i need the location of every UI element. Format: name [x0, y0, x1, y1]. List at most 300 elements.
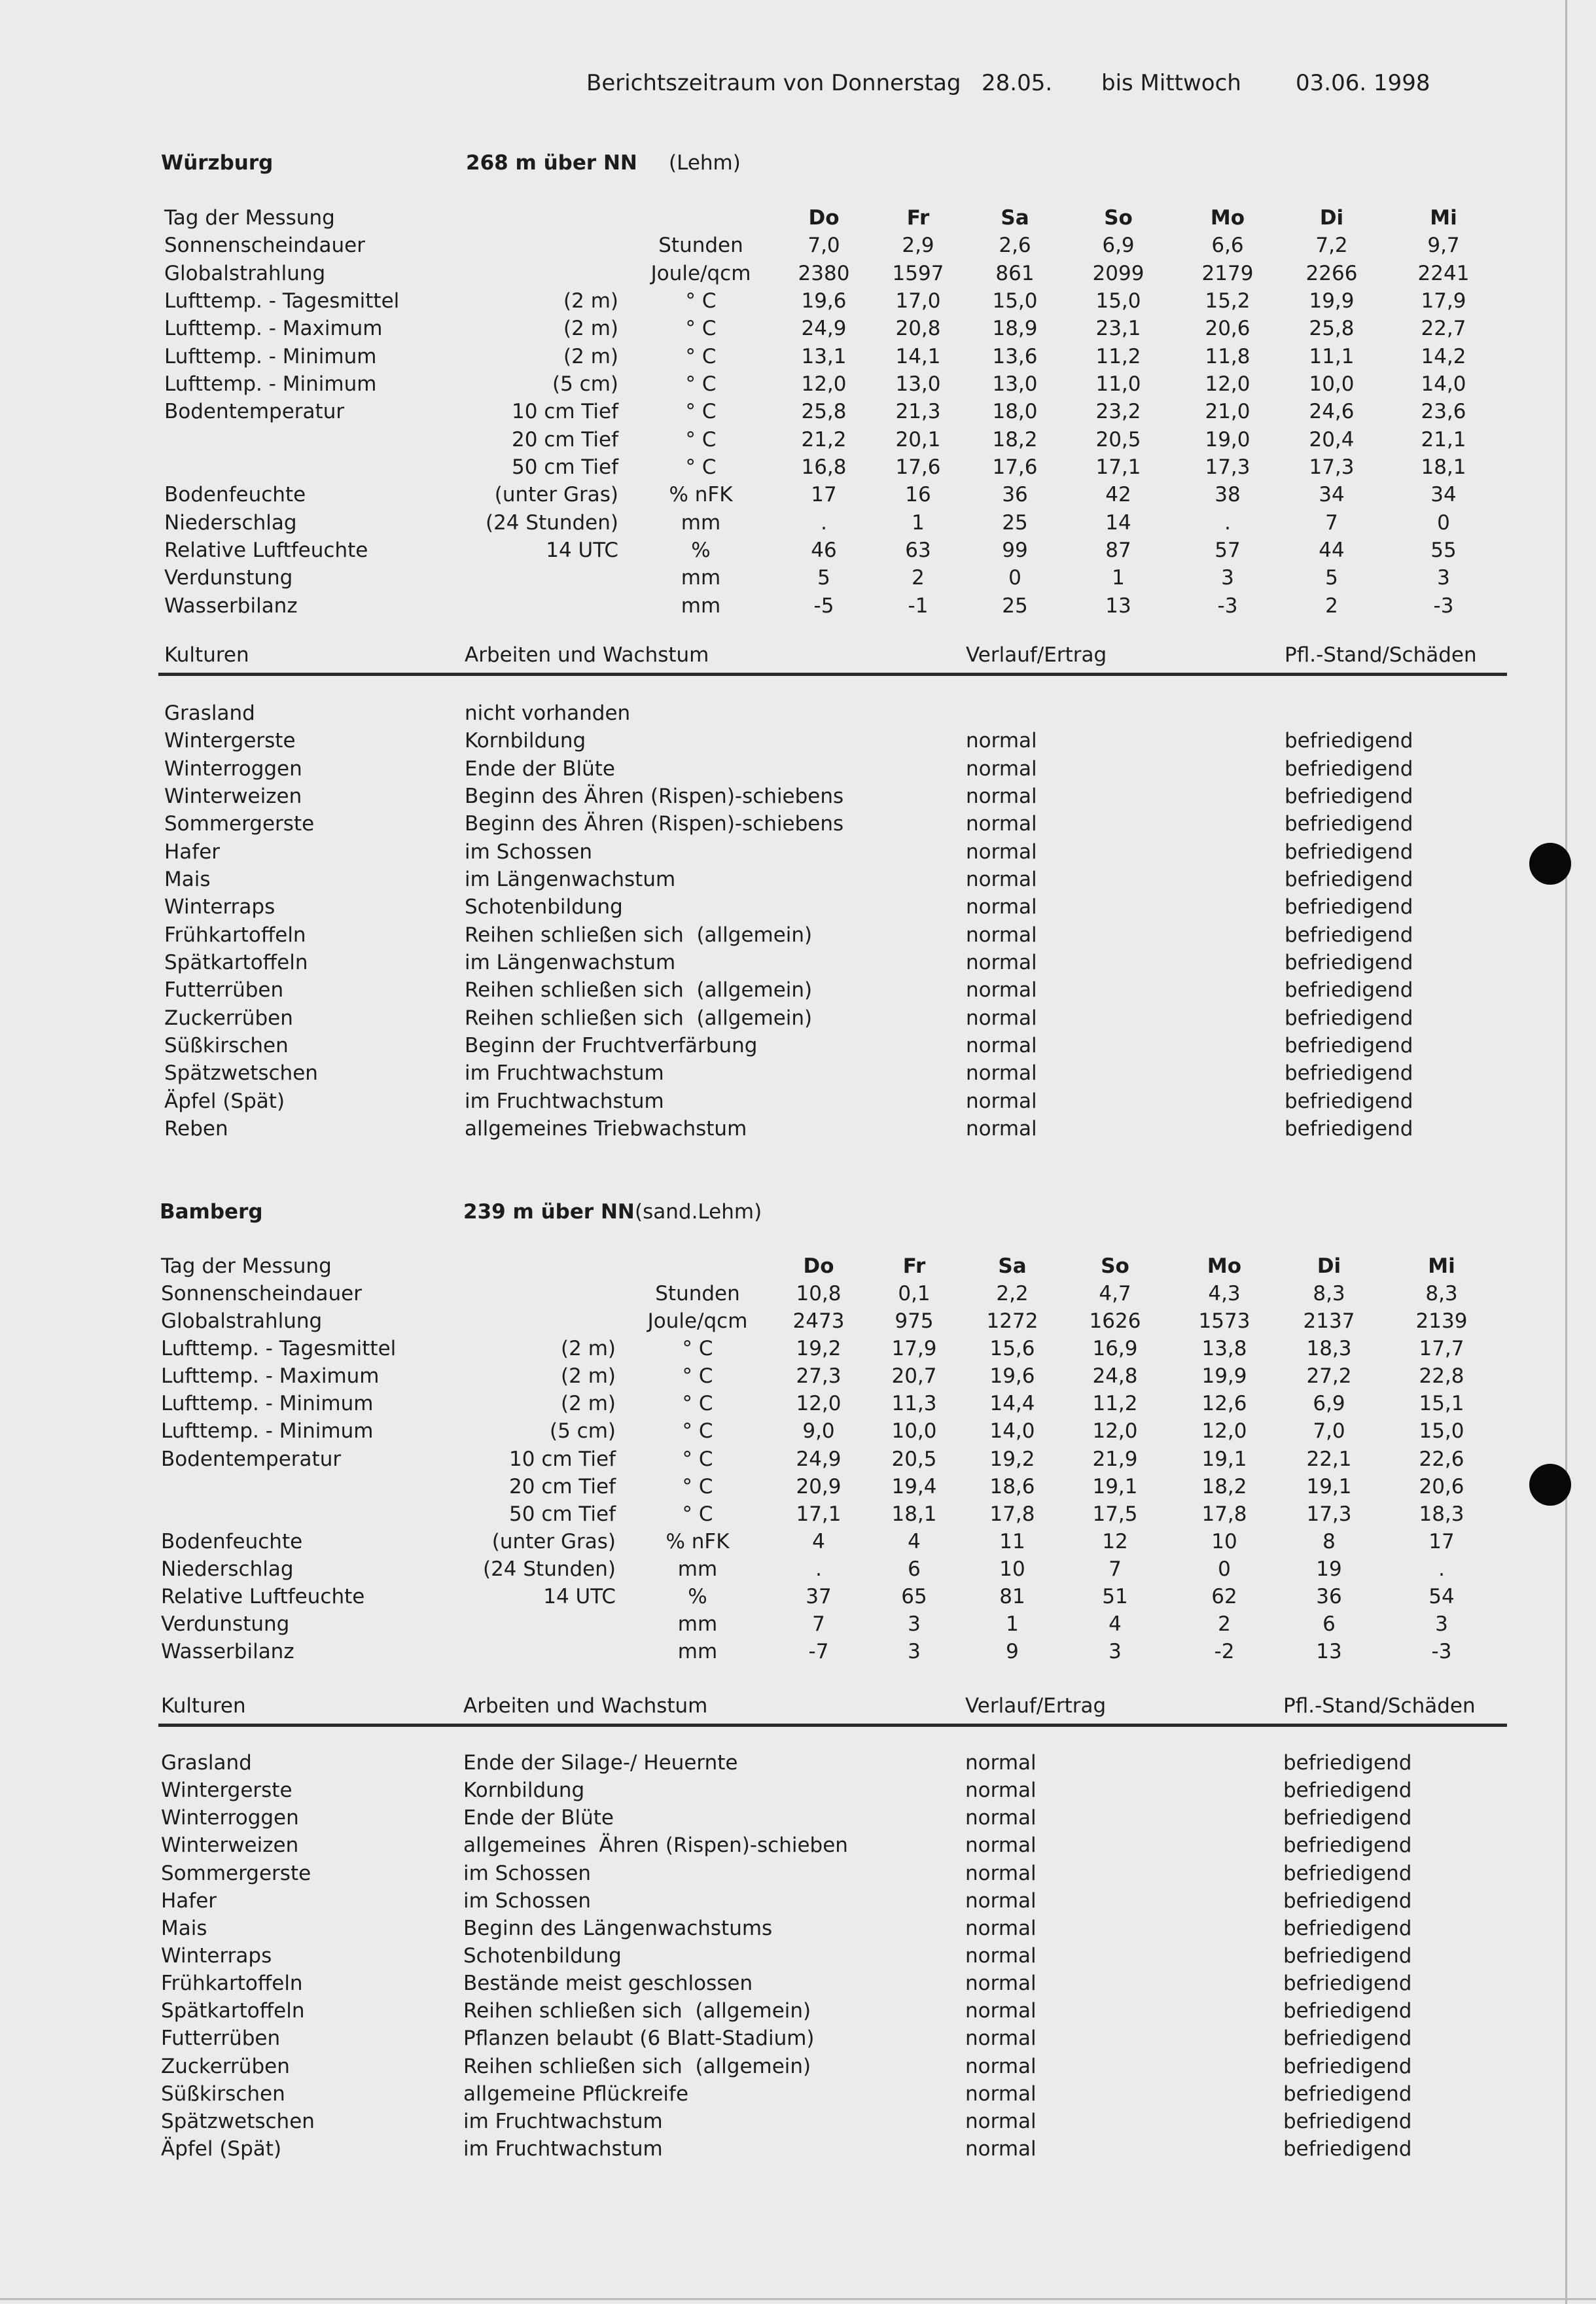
measurement-value: 22,7 [1421, 317, 1466, 340]
crop-status: befriedigend [1285, 978, 1413, 1002]
measurement-row [0, 1307, 1596, 1335]
measurement-row [0, 260, 1596, 287]
measurement-qualifier: 20 cm Tief [512, 428, 618, 452]
measurement-unit: mm [677, 1640, 718, 1663]
measurement-qualifier: 10 cm Tief [512, 400, 618, 423]
measurement-label: Bodenfeuchte [161, 1530, 303, 1553]
crop-name: Zuckerrüben [164, 1006, 293, 1030]
measurement-value: 20,7 [891, 1364, 937, 1388]
measurement-unit: ° C [682, 1502, 713, 1526]
measurement-label: Sonnenscheindauer [161, 1282, 362, 1305]
crop-work: Ende der Blüte [465, 757, 615, 781]
measurement-value: . [815, 1557, 822, 1581]
crop-name: Grasland [164, 701, 255, 725]
crop-name: Sommergerste [164, 812, 315, 836]
crop-header-row [0, 1692, 1596, 1720]
crop-course: normal [965, 2082, 1037, 2106]
crop-status: befriedigend [1283, 1862, 1412, 1885]
measurement-value: 1 [1006, 1612, 1019, 1636]
crop-row [0, 949, 1596, 976]
measurement-value: 8,3 [1425, 1282, 1458, 1305]
measurement-row [0, 1555, 1596, 1583]
measurement-value: 24,9 [801, 317, 847, 340]
measurement-value: 11 [999, 1530, 1025, 1553]
measurement-row [0, 1417, 1596, 1445]
measurement-value: -3 [1431, 1640, 1452, 1663]
measurement-value: 12,0 [1201, 1419, 1247, 1443]
crop-name: Süßkirschen [161, 2082, 285, 2106]
measurement-value: -1 [908, 594, 929, 618]
day-header-row [0, 204, 1596, 232]
measurement-value: 17,1 [796, 1502, 842, 1526]
measurement-value: 21,0 [1205, 400, 1250, 423]
crop-name: Winterroggen [164, 757, 302, 781]
crop-row [0, 1887, 1596, 1915]
measurement-unit: ° C [682, 1337, 713, 1360]
crop-status: befriedigend [1285, 1006, 1413, 1030]
crop-work: im Fruchtwachstum [463, 2137, 663, 2161]
crop-row [0, 1088, 1596, 1115]
measurement-value: 3 [908, 1640, 921, 1663]
measurement-value: 1272 [986, 1309, 1038, 1333]
measurement-value: 1 [912, 511, 925, 535]
measurement-qualifier: (2 m) [563, 289, 618, 313]
measurement-value: 63 [905, 539, 931, 562]
crop-course: normal [965, 1999, 1037, 2023]
station-soil: (Lehm) [669, 151, 741, 175]
measurement-value: 19,9 [1309, 289, 1355, 313]
crop-row [0, 2053, 1596, 2080]
measurement-value: 99 [1002, 539, 1028, 562]
measurement-value: 22,6 [1419, 1447, 1464, 1471]
measurement-value: 2139 [1415, 1309, 1468, 1333]
measurement-value: 19,1 [1201, 1447, 1247, 1471]
measurement-value: 18,3 [1419, 1502, 1464, 1526]
station-title-row [0, 1198, 1596, 1226]
measurement-label: Bodentemperatur [164, 400, 345, 423]
measurement-label: Wasserbilanz [161, 1640, 294, 1663]
measurement-label: Bodenfeuchte [164, 483, 306, 506]
measurement-value: 7 [1108, 1557, 1122, 1581]
crop-course: normal [966, 923, 1037, 947]
crop-status: befriedigend [1283, 1889, 1412, 1913]
measurement-unit: mm [677, 1612, 718, 1636]
measurement-row [0, 1638, 1596, 1665]
measurement-unit: % [688, 1585, 707, 1608]
measurement-value: 13 [1316, 1640, 1342, 1663]
measurement-row [0, 1362, 1596, 1390]
measurement-value: . [821, 511, 827, 535]
measurement-qualifier: (2 m) [563, 317, 618, 340]
measurement-value: 18,1 [891, 1502, 937, 1526]
crop-row [0, 976, 1596, 1004]
measurement-value: 1597 [892, 262, 944, 285]
crop-name: Frühkartoffeln [164, 923, 306, 947]
crop-status: befriedigend [1283, 1972, 1412, 1995]
measurement-value: -3 [1217, 594, 1238, 618]
crop-name: Süßkirschen [164, 1034, 289, 1057]
crop-course: normal [965, 2137, 1037, 2161]
measurement-value: 65 [901, 1585, 927, 1608]
crop-work: Reihen schließen sich (allgemein) [463, 2055, 811, 2078]
measurement-qualifier: 50 cm Tief [512, 455, 618, 479]
measurement-value: 81 [999, 1585, 1025, 1608]
measurement-value: 861 [995, 262, 1035, 285]
crop-status: befriedigend [1283, 1834, 1412, 1857]
header-rule [158, 673, 852, 676]
page-edge-bottom [0, 2298, 1596, 2300]
crop-row [0, 1997, 1596, 2025]
crop-work: Kornbildung [465, 729, 586, 753]
measurement-row [0, 370, 1596, 398]
measurement-unit: ° C [685, 317, 717, 340]
measurement-value: 51 [1102, 1585, 1128, 1608]
crop-name: Spätzwetschen [161, 2110, 315, 2133]
measurement-value: 2 [1325, 594, 1338, 618]
measurement-value: 36 [1316, 1585, 1342, 1608]
measurement-value: 17 [1428, 1530, 1455, 1553]
measurement-qualifier: (5 cm) [549, 1419, 616, 1443]
measurement-value: 57 [1215, 539, 1241, 562]
measurement-value: 22,1 [1306, 1447, 1352, 1471]
measurement-value: 15,0 [1419, 1419, 1464, 1443]
end-date: 03.06. 1998 [1296, 70, 1430, 96]
measurement-value: 21,2 [801, 428, 847, 452]
station-soil: (sand.Lehm) [635, 1200, 762, 1224]
measurement-qualifier: (2 m) [561, 1392, 616, 1415]
crop-work: Bestände meist geschlossen [463, 1972, 753, 1995]
measurement-label: Lufttemp. - Maximum [164, 317, 383, 340]
measurement-value: 14,4 [989, 1392, 1035, 1415]
measurement-value: 23,6 [1421, 400, 1466, 423]
crop-course: normal [966, 895, 1037, 919]
crop-work: Schotenbildung [463, 1944, 622, 1968]
measurement-value: 17,6 [895, 455, 941, 479]
measurement-unit: ° C [685, 428, 717, 452]
crop-status: befriedigend [1285, 757, 1413, 781]
measurement-label: Verdunstung [164, 566, 293, 590]
crop-course: normal [965, 2027, 1037, 2050]
crop-row [0, 2108, 1596, 2135]
measurement-value: 17,3 [1205, 455, 1250, 479]
measurement-value: 11,2 [1095, 345, 1141, 368]
measurement-value: 15,0 [1095, 289, 1141, 313]
header-rule [852, 1724, 1507, 1727]
crop-name: Winterraps [161, 1944, 272, 1968]
day-header-mo: Mo [1210, 206, 1245, 230]
measurement-value: 34 [1319, 483, 1345, 506]
measurement-row [0, 1610, 1596, 1638]
measurement-row [0, 1390, 1596, 1417]
measurement-value: 36 [1002, 483, 1028, 506]
measurement-unit: mm [681, 511, 721, 535]
measurement-unit: % [691, 539, 711, 562]
crop-name: Äpfel (Spät) [161, 2137, 282, 2161]
measurement-value: 24,9 [796, 1447, 842, 1471]
crop-course: normal [966, 1090, 1037, 1113]
measurement-value: 0 [1008, 566, 1021, 590]
measurement-value: 12,0 [1092, 1419, 1138, 1443]
measurement-value: 37 [806, 1585, 832, 1608]
crop-name: Äpfel (Spät) [164, 1090, 285, 1113]
measurement-row [0, 564, 1596, 592]
measurement-value: 4 [1108, 1612, 1122, 1636]
crop-name: Mais [164, 868, 211, 891]
crop-course: normal [965, 1917, 1037, 1940]
crop-status: befriedigend [1283, 1779, 1412, 1802]
measurement-value: 19,4 [891, 1475, 937, 1498]
station-name: Bamberg [160, 1200, 263, 1224]
crop-status: befriedigend [1283, 1999, 1412, 2023]
measurement-unit: Joule/qcm [650, 262, 751, 285]
measurement-label: Relative Luftfeuchte [161, 1585, 365, 1608]
measurement-value: 20,8 [895, 317, 941, 340]
measurement-value: 20,1 [895, 428, 941, 452]
crop-name: Winterweizen [164, 785, 302, 808]
crop-work: Beginn der Fruchtverfärbung [465, 1034, 758, 1057]
measurement-value: 2,6 [999, 234, 1031, 257]
measurement-value: 4 [908, 1530, 921, 1553]
measurement-qualifier: (2 m) [561, 1337, 616, 1360]
measurement-row [0, 453, 1596, 481]
measurement-row [0, 1528, 1596, 1555]
measurement-value: 4 [812, 1530, 825, 1553]
measurement-value: 20,6 [1205, 317, 1250, 340]
crop-header-row [0, 641, 1596, 669]
measurement-value: 13,8 [1201, 1337, 1247, 1360]
measurement-value: 9,0 [802, 1419, 835, 1443]
measurement-value: 18,9 [992, 317, 1038, 340]
measurement-value: 2 [912, 566, 925, 590]
measurement-label: Niederschlag [164, 511, 297, 535]
crop-status: befriedigend [1285, 895, 1413, 919]
crop-row [0, 810, 1596, 838]
measurement-value: 18,6 [989, 1475, 1035, 1498]
crop-course: normal [965, 1751, 1037, 1775]
crop-row [0, 1777, 1596, 1804]
crop-row [0, 1970, 1596, 1997]
measurement-value: -3 [1433, 594, 1454, 618]
day-label: Tag der Messung [164, 206, 335, 230]
crop-status: befriedigend [1285, 1061, 1413, 1085]
crop-status: befriedigend [1285, 951, 1413, 974]
measurement-qualifier: (24 Stunden) [482, 1557, 616, 1581]
measurement-qualifier: 14 UTC [543, 1585, 616, 1608]
measurement-value: 5 [817, 566, 830, 590]
day-header-do: Do [808, 206, 840, 230]
measurement-value: 24,6 [1309, 400, 1355, 423]
measurement-value: 11,3 [891, 1392, 937, 1415]
crop-course: normal [966, 840, 1037, 864]
measurement-unit: ° C [685, 372, 717, 396]
measurement-value: 2,9 [902, 234, 934, 257]
crop-work: Beginn des Ähren (Rispen)-schiebens [465, 812, 844, 836]
measurement-value: 34 [1430, 483, 1457, 506]
measurement-value: 14,0 [989, 1419, 1035, 1443]
measurement-value: 13 [1105, 594, 1131, 618]
measurement-value: 975 [895, 1309, 934, 1333]
measurement-value: -7 [808, 1640, 829, 1663]
crop-course: normal [966, 729, 1037, 753]
crop-status: befriedigend [1285, 840, 1413, 864]
measurement-label: Wasserbilanz [164, 594, 298, 618]
punch-hole [1529, 1464, 1571, 1506]
measurement-row [0, 287, 1596, 315]
crop-work: im Längenwachstum [465, 951, 676, 974]
crop-status: befriedigend [1285, 1117, 1413, 1141]
crop-work: im Schossen [463, 1889, 592, 1913]
crop-course: normal [966, 1034, 1037, 1057]
measurement-value: 25 [1002, 511, 1028, 535]
measurement-value: 2179 [1201, 262, 1254, 285]
crop-status: befriedigend [1285, 785, 1413, 808]
crop-course: normal [966, 757, 1037, 781]
crop-work: Ende der Blüte [463, 1806, 614, 1830]
measurement-value: 18,2 [992, 428, 1038, 452]
crop-row [0, 1059, 1596, 1087]
measurement-qualifier: (2 m) [563, 345, 618, 368]
measurement-value: 11,0 [1095, 372, 1141, 396]
station-title-row [0, 149, 1596, 177]
measurement-value: 17,5 [1092, 1502, 1138, 1526]
crop-header-kulturen: Kulturen [161, 1694, 246, 1718]
station-altitude: 239 m über NN [463, 1200, 635, 1224]
measurement-value: 18,0 [992, 400, 1038, 423]
measurement-value: 25 [1002, 594, 1028, 618]
day-header-row [0, 1252, 1596, 1280]
crop-row [0, 2135, 1596, 2163]
crop-header-verlauf: Verlauf/Ertrag [966, 643, 1107, 667]
crop-course: normal [965, 1834, 1037, 1857]
measurement-value: 0 [1437, 511, 1450, 535]
measurement-value: 6,9 [1313, 1392, 1345, 1415]
measurement-qualifier: 20 cm Tief [509, 1475, 616, 1498]
measurement-row [0, 232, 1596, 259]
measurement-value: 21,9 [1092, 1447, 1138, 1471]
measurement-value: 16,8 [801, 455, 847, 479]
crop-status: befriedigend [1285, 1090, 1413, 1113]
measurement-value: 17,1 [1095, 455, 1141, 479]
day-header-so: So [1104, 206, 1133, 230]
crop-course: normal [966, 812, 1037, 836]
measurement-row [0, 1500, 1596, 1528]
crop-course: normal [966, 785, 1037, 808]
crop-work: Pflanzen belaubt (6 Blatt-Stadium) [463, 2027, 815, 2050]
measurement-value: 12 [1102, 1530, 1128, 1553]
measurement-value: 11,2 [1092, 1392, 1138, 1415]
measurement-qualifier: (24 Stunden) [485, 511, 618, 535]
measurement-unit: ° C [682, 1364, 713, 1388]
crop-row [0, 1749, 1596, 1777]
crop-status: befriedigend [1283, 1917, 1412, 1940]
crop-status: befriedigend [1283, 2027, 1412, 2050]
crop-work: nicht vorhanden [465, 701, 631, 725]
crop-name: Hafer [164, 840, 221, 864]
measurement-value: 17,3 [1306, 1502, 1352, 1526]
day-header-fr: Fr [906, 206, 930, 230]
crop-name: Winterroggen [161, 1806, 299, 1830]
measurement-row [0, 592, 1596, 620]
crop-work: im Fruchtwachstum [463, 2110, 663, 2133]
crop-status: befriedigend [1283, 2110, 1412, 2133]
measurement-value: 12,0 [1205, 372, 1250, 396]
measurement-value: 19,6 [989, 1364, 1035, 1388]
measurement-value: 2099 [1092, 262, 1144, 285]
header-rule [158, 1724, 852, 1727]
measurement-row [0, 1335, 1596, 1362]
measurement-value: 17,9 [1421, 289, 1466, 313]
day-header-so: So [1101, 1254, 1129, 1278]
measurement-unit: ° C [685, 400, 717, 423]
measurement-value: 18,1 [1421, 455, 1466, 479]
measurement-value: 19,9 [1201, 1364, 1247, 1388]
measurement-row [0, 315, 1596, 342]
measurement-qualifier: (5 cm) [552, 372, 618, 396]
measurement-value: . [1438, 1557, 1445, 1581]
measurement-value: 13,0 [895, 372, 941, 396]
measurement-qualifier: (unter Gras) [494, 483, 618, 506]
measurement-value: 13,6 [992, 345, 1038, 368]
crop-row [0, 893, 1596, 921]
crop-name: Futterrüben [164, 978, 284, 1002]
measurement-value: 16 [905, 483, 931, 506]
crop-work: Reihen schließen sich (allgemein) [465, 923, 813, 947]
crop-row [0, 1115, 1596, 1143]
crop-header-kulturen: Kulturen [164, 643, 249, 667]
measurement-value: 17,9 [891, 1337, 937, 1360]
measurement-value: 17,3 [1309, 455, 1355, 479]
crop-course: normal [966, 1117, 1037, 1141]
measurement-value: 15,0 [992, 289, 1038, 313]
measurement-value: 10,0 [1309, 372, 1355, 396]
crop-header-pflstand: Pfl.-Stand/Schäden [1283, 1694, 1476, 1718]
measurement-label: Bodentemperatur [161, 1447, 342, 1471]
crop-name: Hafer [161, 1889, 217, 1913]
crop-course: normal [965, 1944, 1037, 1968]
crop-work: Beginn des Ähren (Rispen)-schiebens [465, 785, 844, 808]
crop-name: Futterrüben [161, 2027, 281, 2050]
measurement-value: 38 [1215, 483, 1241, 506]
measurement-value: 4,3 [1208, 1282, 1241, 1305]
day-header-fr: Fr [902, 1254, 926, 1278]
measurement-value: 1573 [1198, 1309, 1250, 1333]
measurement-value: 9,7 [1427, 234, 1460, 257]
crop-course: normal [965, 1862, 1037, 1885]
crop-course: normal [965, 1889, 1037, 1913]
measurement-unit: mm [681, 566, 721, 590]
measurement-unit: ° C [682, 1475, 713, 1498]
measurement-value: 6,9 [1102, 234, 1135, 257]
measurement-value: 2380 [798, 262, 850, 285]
crop-work: allgemeines Ähren (Rispen)-schieben [463, 1834, 848, 1857]
measurement-value: 19,2 [989, 1447, 1035, 1471]
crop-name: Frühkartoffeln [161, 1972, 303, 1995]
crop-row [0, 1860, 1596, 1887]
measurement-label: Lufttemp. - Minimum [164, 372, 377, 396]
measurement-value: 17,8 [989, 1502, 1035, 1526]
measurement-value: 25,8 [1309, 317, 1355, 340]
measurement-value: 24,8 [1092, 1364, 1138, 1388]
measurement-value: 15,2 [1205, 289, 1250, 313]
crop-header-verlauf: Verlauf/Ertrag [965, 1694, 1107, 1718]
day-header-sa: Sa [998, 1254, 1027, 1278]
measurement-qualifier: 14 UTC [546, 539, 618, 562]
measurement-value: 17 [811, 483, 837, 506]
measurement-value: 17,7 [1419, 1337, 1464, 1360]
measurement-row [0, 509, 1596, 537]
measurement-value: 6,6 [1211, 234, 1244, 257]
crop-row [0, 1804, 1596, 1832]
